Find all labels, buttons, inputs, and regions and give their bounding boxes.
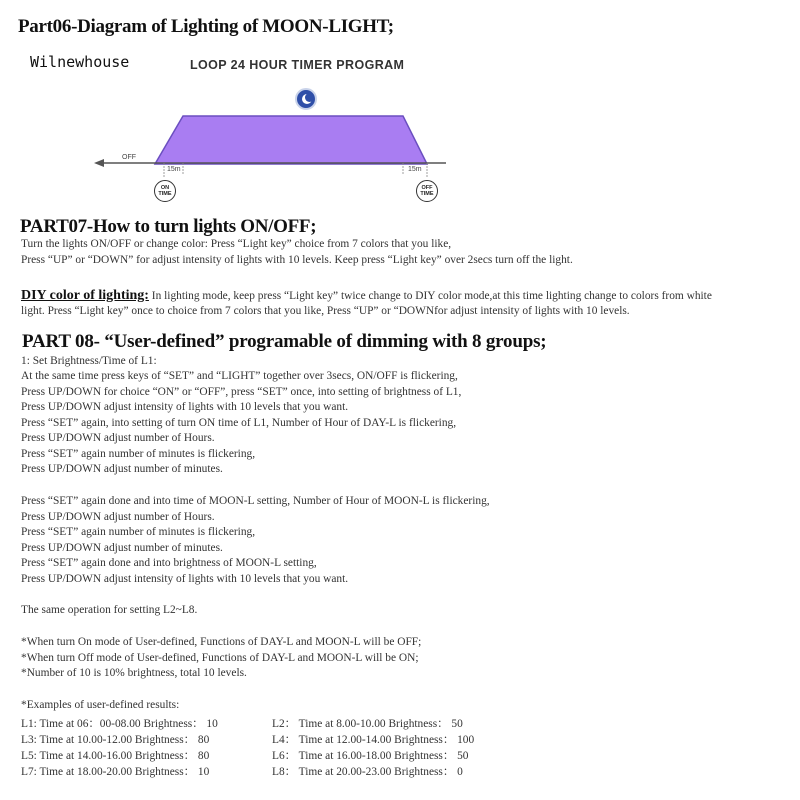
part06-heading: Part06-Diagram of Lighting of MOON-LIGHT; [18, 16, 394, 37]
timer-title: LOOP 24 HOUR TIMER PROGRAM [190, 58, 405, 72]
example-left: L5: Time at 14.00-16.00 Brightness： 80 [21, 750, 210, 762]
ramp-right-label: 15m [408, 166, 422, 173]
part07-line-1: Turn the lights ON/OFF or change color: Press “Light key” choice from 7 colors that you like, [21, 238, 452, 250]
part08-line: Press UP/DOWN adjust intensity of lights with 10 levels that you want. [21, 401, 349, 413]
example-right: L4： Time at 12.00-14.00 Brightness： 100 [272, 734, 475, 746]
part08-line: Press “SET” again, into setting of turn ON time of L1, Number of Hour of DAY-L is flickering, [21, 417, 457, 429]
part08-line: Press “SET” again number of minutes is flickering, [21, 448, 256, 460]
part08-note: *When turn On mode of User-defined, Functions of DAY-L and MOON-L will be OFF; [21, 636, 422, 648]
ramp-left-label: 15m [167, 166, 181, 173]
on-time-badge: ON TIME [154, 180, 176, 202]
part08-line: Press “SET” again done and into time of MOON-L setting, Number of Hour of MOON-L is flickering, [21, 495, 490, 507]
part07-heading: PART07-How to turn lights ON/OFF; [20, 216, 317, 237]
watermark-text: Wilnewhouse [30, 53, 130, 71]
moon-icon [295, 88, 317, 110]
part08-line: Press UP/DOWN adjust number of minutes. [21, 542, 223, 554]
examples-title: *Examples of user-defined results: [21, 699, 180, 711]
timer-diagram [90, 108, 450, 178]
part07-line-2: Press “UP” or “DOWN” for adjust intensity of lights with 10 levels. Keep press “Light key” over 2secs turn off the light. [21, 254, 573, 266]
diy-line-1 [21, 288, 712, 304]
part08-line: 1: Set Brightness/Time of L1: [21, 355, 157, 367]
example-left: L1: Time at 06：00-08.00 Brightness： 10 [21, 718, 218, 730]
lighting-bar [155, 116, 427, 164]
example-left: L3: Time at 10.00-12.00 Brightness： 80 [21, 734, 210, 746]
example-right: L8： Time at 20.00-23.00 Brightness： 0 [272, 766, 463, 778]
timeline-arrow [94, 159, 104, 167]
off-time-badge: OFF TIME [416, 180, 438, 202]
part08-line: The same operation for setting L2~L8. [21, 604, 198, 616]
part08-line: Press UP/DOWN adjust intensity of lights with 10 levels that you want. [21, 573, 349, 585]
part08-line: Press “SET” again done and into brightness of MOON-L setting, [21, 557, 317, 569]
example-right: L2： Time at 8.00-10.00 Brightness： 50 [272, 718, 463, 730]
example-left: L7: Time at 18.00-20.00 Brightness： 10 [21, 766, 210, 778]
part08-line: Press UP/DOWN adjust number of Hours. [21, 511, 215, 523]
part08-line: Press “SET” again number of minutes is flickering, [21, 526, 256, 538]
example-right: L6： Time at 16.00-18.00 Brightness： 50 [272, 750, 469, 762]
diy-title: DIY color of lighting: [21, 288, 149, 303]
diy-line-2: light. Press “Light key” once to choice from 7 colors that you like, Press “UP” or “DOWNfor adjust intensity of lights with 10 levels. [21, 305, 630, 317]
part08-heading: PART 08- “User-defined” programable of dimming with 8 groups; [22, 331, 547, 352]
part08-line: Press UP/DOWN adjust number of Hours. [21, 432, 215, 444]
part08-line: Press UP/DOWN adjust number of minutes. [21, 463, 223, 475]
part08-note: *Number of 10 is 10% brightness, total 10 levels. [21, 667, 247, 679]
part08-line: Press UP/DOWN for choice “ON” or “OFF”, press “SET” once, into setting of brightness of L1, [21, 386, 462, 398]
part08-line: At the same time press keys of “SET” and “LIGHT” together over 3secs, ON/OFF is flickering, [21, 370, 458, 382]
diy-text-1: In lighting mode, keep press “Light key” twice change to DIY color mode,at this time lighting change to colors from white [148, 290, 712, 302]
off-label: OFF [122, 154, 136, 161]
part08-note: *When turn Off mode of User-defined, Functions of DAY-L and MOON-L will be ON; [21, 652, 419, 664]
